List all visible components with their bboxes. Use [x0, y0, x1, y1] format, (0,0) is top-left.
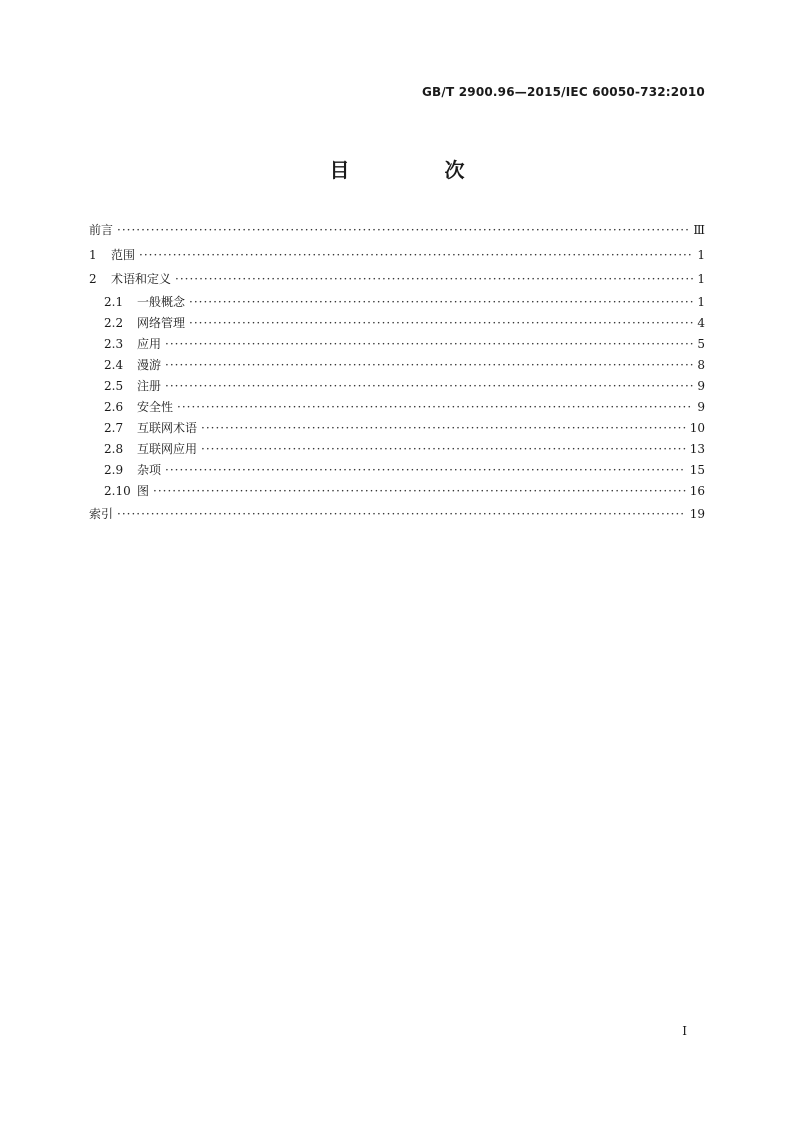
toc-entry[interactable] — [89, 376, 705, 397]
toc-entry-label: 应用 — [137, 336, 162, 351]
toc-dot-leader — [165, 376, 693, 397]
toc-entry-number: 2.2 — [104, 315, 124, 330]
toc-dot-leader — [117, 502, 686, 527]
toc-entry-page: 16 — [689, 483, 705, 498]
toc-entry[interactable] — [89, 439, 705, 460]
toc-dot-leader — [165, 334, 693, 355]
toc-entry-page: 1 — [697, 247, 705, 262]
toc-entry-number: 1 — [89, 247, 97, 262]
toc-entry[interactable] — [89, 243, 705, 268]
toc-dot-leader — [153, 481, 686, 502]
toc-entry[interactable] — [89, 334, 705, 355]
standard-code-header: GB/T 2900.96—2015/IEC 60050-732:2010 — [421, 85, 705, 99]
toc-dot-leader — [177, 397, 693, 418]
toc-entry-number: 2.6 — [104, 399, 124, 414]
toc-entry-page: 9 — [697, 399, 705, 414]
toc-dot-leader — [201, 418, 686, 439]
toc-entry-label: 术语和定义 — [111, 272, 172, 286]
toc-entry[interactable] — [89, 313, 705, 334]
toc-entry-label: 注册 — [137, 378, 162, 393]
toc-entry-page: 1 — [697, 294, 705, 309]
toc-entry-page: 5 — [697, 336, 705, 351]
toc-entry[interactable] — [89, 355, 705, 376]
toc-dot-leader — [201, 439, 686, 460]
toc-dot-leader — [189, 313, 693, 334]
toc-entry-label: 杂项 — [137, 462, 162, 477]
toc-entry-number: 2.5 — [104, 378, 124, 393]
toc-entry-label: 安全性 — [137, 399, 174, 414]
toc-entry-page: 8 — [697, 357, 705, 372]
toc-entry-page: 15 — [689, 462, 705, 477]
toc-entry-page: 10 — [689, 420, 705, 435]
table-of-contents — [89, 218, 705, 526]
toc-entry-label: 互联网应用 — [137, 441, 198, 456]
toc-entry-number: 2.10 — [104, 483, 131, 498]
toc-entry-label: 互联网术语 — [137, 420, 198, 435]
toc-entry-page: 19 — [689, 506, 705, 521]
toc-entry-label: 前言 — [89, 223, 114, 237]
toc-entry-page: 9 — [697, 378, 705, 393]
toc-entry-label: 范围 — [111, 247, 136, 262]
toc-entry-number: 2.3 — [104, 336, 124, 351]
toc-dot-leader — [165, 355, 693, 376]
toc-dot-leader — [189, 292, 693, 313]
toc-entry[interactable] — [89, 418, 705, 439]
toc-dot-leader — [139, 243, 693, 268]
toc-entry[interactable] — [89, 481, 705, 502]
toc-entry[interactable] — [89, 267, 705, 292]
toc-entry-label: 图 — [137, 483, 150, 498]
page-number: I — [682, 1024, 687, 1038]
toc-entry-number: 2.8 — [104, 441, 124, 456]
toc-entry-number: 2.4 — [104, 357, 124, 372]
toc-entry[interactable] — [89, 218, 705, 243]
toc-entry-page: 13 — [689, 441, 705, 456]
toc-entry-label: 漫游 — [137, 357, 162, 372]
toc-entry-page: 4 — [697, 315, 705, 330]
toc-entry-label: 一般概念 — [137, 294, 186, 309]
toc-dot-leader — [175, 267, 693, 292]
toc-entry[interactable] — [89, 502, 705, 527]
toc-entry[interactable] — [89, 460, 705, 481]
toc-entry-page: Ⅲ — [693, 223, 705, 237]
toc-entry-page: 1 — [697, 272, 705, 286]
toc-dot-leader — [165, 460, 686, 481]
toc-entry[interactable] — [89, 292, 705, 313]
toc-entry-number: 2 — [89, 272, 97, 286]
toc-entry-label: 索引 — [89, 506, 114, 521]
toc-entry[interactable] — [89, 397, 705, 418]
toc-entry-number: 2.1 — [104, 294, 124, 309]
toc-dot-leader — [117, 218, 689, 243]
toc-entry-number: 2.9 — [104, 462, 124, 477]
toc-entry-number: 2.7 — [104, 420, 124, 435]
toc-entry-label: 网络管理 — [137, 315, 186, 330]
page-title: 目 次 — [329, 158, 509, 182]
